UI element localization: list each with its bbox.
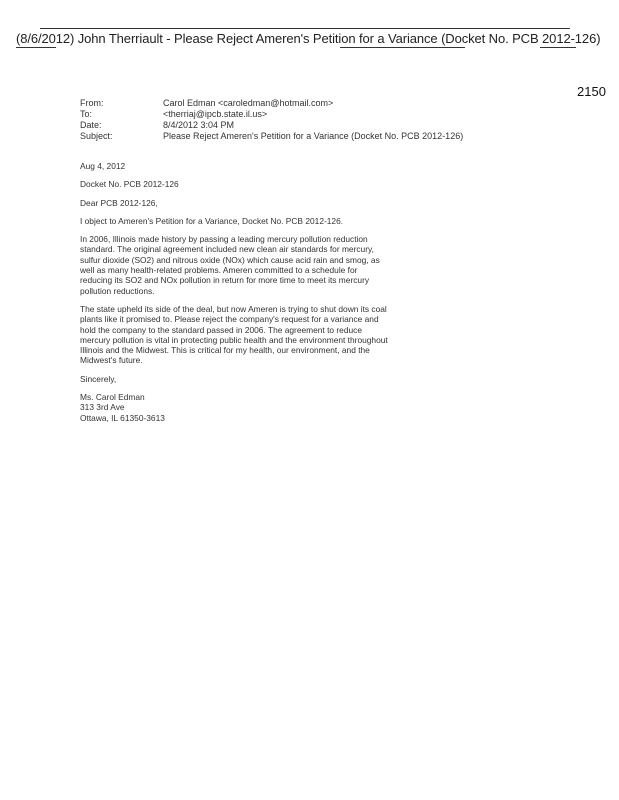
meta-from-label: From: xyxy=(80,98,104,108)
letter-date: Aug 4, 2012 xyxy=(80,161,126,171)
meta-to xyxy=(80,109,463,120)
signature-address: 313 3rd Ave xyxy=(80,402,125,413)
header-rule-top xyxy=(40,28,570,29)
meta-subject xyxy=(80,131,463,142)
meta-subject-value: Please Reject Ameren's Petition for a Variance (Docket No. PCB 2012-126) xyxy=(163,131,464,141)
body-paragraph-1: I object to Ameren's Petition for a Variance, Docket No. PCB 2012-126. xyxy=(80,215,344,226)
meta-date-value: 8/4/2012 3:04 PM xyxy=(163,120,235,130)
meta-date-label: Date: xyxy=(80,120,102,130)
docket-line: Docket No. PCB 2012-126 xyxy=(80,179,179,190)
meta-subject-label: Subject: xyxy=(80,131,113,141)
signature-name: Ms. Carol Edman xyxy=(80,392,145,403)
email-meta xyxy=(80,98,463,142)
body-paragraph-3: The state upheld its side of the deal, but now Ameren is trying to shut down its coal plants like it promised to. Please reject the company's request for a variance and hold the company to the standard passed in 2006. The agreement to reduce mercury pollution is vital in protecting public health and the environment throughout Illinois and the Midwest. This is critical for my health, our environment, and the Midwest's future. xyxy=(80,303,388,366)
body-paragraph-2: In 2006, Illinois made history by passing a leading mercury pollution reduction standard. The original agreement included new clean air standards for mercury, sulfur dioxide (SO2) and nitrous oxide (NOx) which cause acid rain and smog, as well as many health-related problems. Ameren committed to a schedule for reducing its SO2 and NOx pollution in return for more time to meet its mercury pollution reductions. xyxy=(80,234,380,296)
header-rule-mid xyxy=(340,47,465,48)
salutation: Dear PCB 2012-126, xyxy=(80,197,158,208)
closing: Sincerely, xyxy=(80,373,117,384)
document-header-title: (8/6/2012) John Therriault - Please Reject Ameren's Petition for a Variance (Docket No. PCB 2012-126) xyxy=(16,31,601,46)
signature-city: Ottawa, IL 61350-3613 xyxy=(80,412,165,423)
meta-to-label: To: xyxy=(80,109,93,119)
meta-to-value: <therriaj@ipcb.state.il.us> xyxy=(163,109,268,119)
meta-from-value: Carol Edman <caroledman@hotmail.com> xyxy=(163,98,334,108)
header-rule-left xyxy=(16,47,56,48)
meta-from xyxy=(80,98,463,109)
header-rule-right xyxy=(540,47,576,48)
page-number: 2150 xyxy=(577,84,606,99)
signature-block xyxy=(80,392,390,423)
email-body xyxy=(80,161,390,423)
meta-date xyxy=(80,120,463,131)
